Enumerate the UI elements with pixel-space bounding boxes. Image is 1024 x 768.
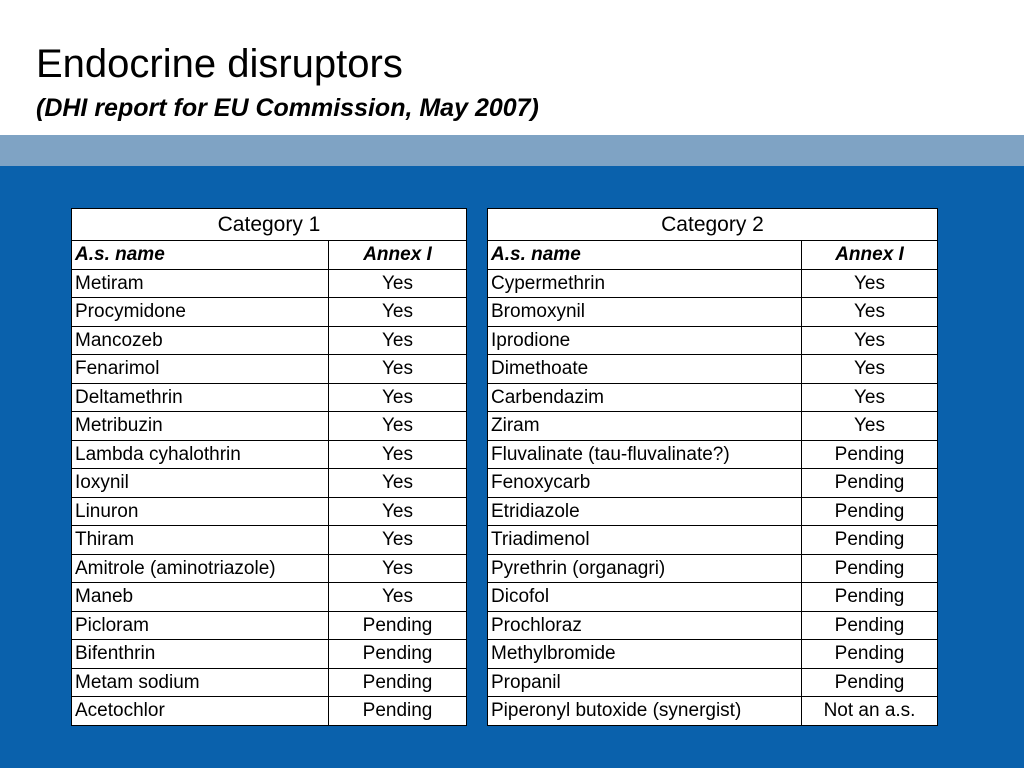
substance-name-cell: Dimethoate <box>488 355 802 384</box>
table-row <box>72 640 467 669</box>
substance-name-cell: Cypermethrin <box>488 269 802 298</box>
table-row <box>72 668 467 697</box>
substance-name-cell: Triadimenol <box>488 526 802 555</box>
annex-status-cell: Yes <box>329 469 467 498</box>
annex-status-cell: Yes <box>329 383 467 412</box>
annex-status-cell: Yes <box>329 355 467 384</box>
substance-name-cell: Procymidone <box>72 298 329 327</box>
substance-name-cell: Fenoxycarb <box>488 469 802 498</box>
annex-status-cell: Yes <box>329 298 467 327</box>
table-row <box>72 326 467 355</box>
annex-status-cell: Pending <box>802 440 938 469</box>
category-2-table <box>487 208 938 726</box>
annex-status-cell: Yes <box>802 298 938 327</box>
annex-status-cell: Yes <box>802 269 938 298</box>
col-header-annex: Annex I <box>329 241 467 270</box>
table-row <box>488 697 938 726</box>
annex-status-cell: Yes <box>329 326 467 355</box>
substance-name-cell: Methylbromide <box>488 640 802 669</box>
col-header-annex: Annex I <box>802 241 938 270</box>
table-row <box>488 440 938 469</box>
table-row <box>488 412 938 441</box>
table-row <box>72 526 467 555</box>
annex-status-cell: Yes <box>329 583 467 612</box>
table-row <box>488 269 938 298</box>
table-row <box>72 611 467 640</box>
substance-name-cell: Deltamethrin <box>72 383 329 412</box>
annex-status-cell: Yes <box>329 554 467 583</box>
substance-name-cell: Lambda cyhalothrin <box>72 440 329 469</box>
slide-subtitle: (DHI report for EU Commission, May 2007) <box>36 94 539 122</box>
annex-status-cell: Yes <box>802 383 938 412</box>
annex-status-cell: Yes <box>329 526 467 555</box>
table-row <box>488 497 938 526</box>
annex-status-cell: Pending <box>329 668 467 697</box>
annex-status-cell: Pending <box>802 640 938 669</box>
table-row <box>488 554 938 583</box>
substance-name-cell: Etridiazole <box>488 497 802 526</box>
substance-name-cell: Acetochlor <box>72 697 329 726</box>
annex-status-cell: Pending <box>802 526 938 555</box>
table-row <box>72 355 467 384</box>
substance-name-cell: Fluvalinate (tau-fluvalinate?) <box>488 440 802 469</box>
substance-name-cell: Metiram <box>72 269 329 298</box>
substance-name-cell: Metribuzin <box>72 412 329 441</box>
substance-name-cell: Metam sodium <box>72 668 329 697</box>
table-row <box>72 554 467 583</box>
annex-status-cell: Pending <box>802 554 938 583</box>
table-row <box>488 298 938 327</box>
annex-status-cell: Pending <box>802 469 938 498</box>
category-title: Category 2 <box>488 209 938 241</box>
table-row <box>72 583 467 612</box>
table-row <box>488 611 938 640</box>
substance-name-cell: Picloram <box>72 611 329 640</box>
annex-status-cell: Pending <box>802 668 938 697</box>
table-row <box>72 298 467 327</box>
substance-name-cell: Ioxynil <box>72 469 329 498</box>
substance-name-cell: Maneb <box>72 583 329 612</box>
col-header-name: A.s. name <box>488 241 802 270</box>
slide-title-area <box>0 0 1024 135</box>
annex-status-cell: Yes <box>329 412 467 441</box>
substance-name-cell: Bifenthrin <box>72 640 329 669</box>
slide-title: Endocrine disruptors <box>36 42 403 86</box>
substance-name-cell: Carbendazim <box>488 383 802 412</box>
substance-name-cell: Propanil <box>488 668 802 697</box>
annex-status-cell: Pending <box>329 611 467 640</box>
table-row <box>72 269 467 298</box>
table-row <box>72 469 467 498</box>
table-row <box>488 469 938 498</box>
substance-name-cell: Amitrole (aminotriazole) <box>72 554 329 583</box>
substance-name-cell: Ziram <box>488 412 802 441</box>
table-row <box>488 583 938 612</box>
annex-status-cell: Pending <box>329 697 467 726</box>
table-row <box>72 383 467 412</box>
annex-status-cell: Yes <box>329 440 467 469</box>
category-title: Category 1 <box>72 209 467 241</box>
annex-status-cell: Not an a.s. <box>802 697 938 726</box>
table-row <box>488 668 938 697</box>
substance-name-cell: Piperonyl butoxide (synergist) <box>488 697 802 726</box>
annex-status-cell: Yes <box>329 269 467 298</box>
substance-name-cell: Mancozeb <box>72 326 329 355</box>
annex-status-cell: Pending <box>329 640 467 669</box>
substance-name-cell: Prochloraz <box>488 611 802 640</box>
substance-name-cell: Bromoxynil <box>488 298 802 327</box>
annex-status-cell: Pending <box>802 611 938 640</box>
annex-status-cell: Pending <box>802 497 938 526</box>
annex-status-cell: Yes <box>329 497 467 526</box>
table-row <box>488 355 938 384</box>
annex-status-cell: Yes <box>802 412 938 441</box>
substance-name-cell: Iprodione <box>488 326 802 355</box>
annex-status-cell: Yes <box>802 355 938 384</box>
col-header-name: A.s. name <box>72 241 329 270</box>
substance-name-cell: Pyrethrin (organagri) <box>488 554 802 583</box>
table-row <box>488 640 938 669</box>
table-row <box>488 526 938 555</box>
annex-status-cell: Yes <box>802 326 938 355</box>
table-row <box>488 383 938 412</box>
table-row <box>72 497 467 526</box>
substance-name-cell: Linuron <box>72 497 329 526</box>
table-row <box>72 412 467 441</box>
substance-name-cell: Thiram <box>72 526 329 555</box>
substance-name-cell: Dicofol <box>488 583 802 612</box>
table-row <box>72 697 467 726</box>
annex-status-cell: Pending <box>802 583 938 612</box>
substance-name-cell: Fenarimol <box>72 355 329 384</box>
header-stripe <box>0 135 1024 166</box>
table-row <box>488 326 938 355</box>
table-row <box>72 440 467 469</box>
category-1-table <box>71 208 467 726</box>
